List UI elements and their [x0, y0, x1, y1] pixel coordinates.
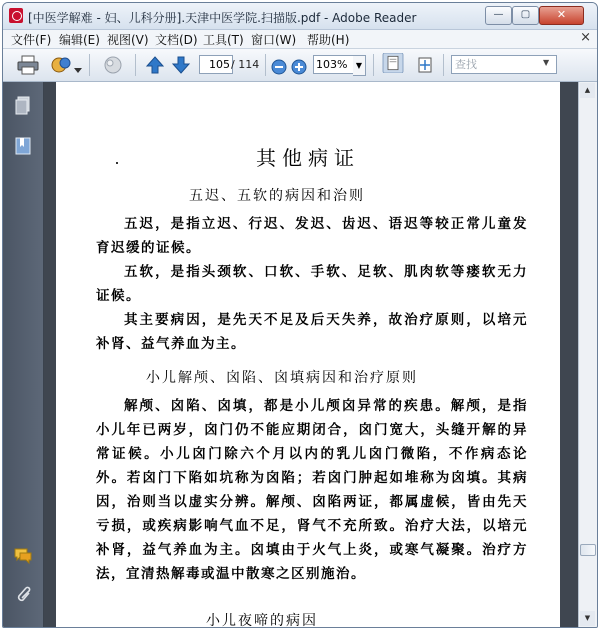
- section-title: 五迟、五软的病因和治则: [189, 188, 365, 204]
- paragraph: 其主要病因，是先天不足及后天失养，故治疗原则，以培元补肾、益气养血为主。: [96, 312, 528, 352]
- full-screen-icon[interactable]: [415, 55, 435, 75]
- toolbar-separator: [265, 54, 266, 76]
- app-window: [2, 2, 598, 628]
- section-title-partial: 小儿夜啼的病因: [206, 613, 318, 628]
- review-icon[interactable]: [101, 55, 125, 75]
- toolbar-separator: [89, 54, 90, 76]
- scan-speck: [116, 162, 118, 164]
- pdf-page: [56, 82, 560, 628]
- navigation-pane: [3, 82, 44, 627]
- document-view[interactable]: [44, 82, 579, 627]
- menu-document[interactable]: 文档(D): [155, 33, 198, 47]
- menu-window[interactable]: 窗口(W): [251, 33, 297, 47]
- search-dropdown-icon[interactable]: ▼: [543, 58, 550, 67]
- menu-help[interactable]: 帮助(H): [307, 33, 350, 47]
- minimize-button[interactable]: —: [485, 6, 512, 25]
- menu-tools[interactable]: 工具(T): [203, 33, 244, 47]
- paragraph: 解颅、囟陷、囟填，都是小儿颅囟异常的疾患。解颅，是指小儿年已两岁，囟门仍不能应期闭合，囟门宽大，头缝开解的异常证候。小儿囟门除六个月以内的乳儿囟门微陷，不作病态论外。若囟门下陷如坑称为囟陷；若囟门肿起如堆称为囟填。其病因，治则当以虚实分辨。解颅、囟陷两证，都属虚候，皆由先天亏损，或疾病影响气血不足，肾气不充所致。治疗大法，以培元补肾，益气养血为主。囟填由于火气上炎，或寒气凝聚。治疗方法，宜清热解毒或温中散寒之区别施治。: [96, 398, 528, 582]
- scroll-down-icon[interactable]: ▼: [580, 611, 595, 626]
- menu-edit[interactable]: 编辑(E): [59, 33, 100, 47]
- toolbar-separator: [443, 54, 444, 76]
- collaborate-icon[interactable]: [51, 55, 73, 75]
- section-title: 小儿解颅、囟陷、囟填病因和治疗原则: [146, 370, 418, 386]
- menu-view[interactable]: 视图(V): [107, 33, 149, 47]
- close-button[interactable]: ✕: [539, 6, 584, 25]
- chevron-down-icon[interactable]: [74, 61, 82, 81]
- zoom-dropdown-icon[interactable]: ▼: [353, 55, 366, 76]
- scroll-up-icon[interactable]: ▲: [580, 83, 595, 98]
- toolbar: [3, 49, 597, 82]
- search-input[interactable]: 查找: [451, 55, 557, 74]
- toolbar-separator: [373, 54, 374, 76]
- menu-bar: [3, 30, 597, 49]
- window-title: [中医学解难 - 妇、儿科分册].天津中医学院.扫描版.pdf - Adobe Reader: [28, 11, 417, 25]
- zoom-in-icon[interactable]: [291, 57, 307, 77]
- fit-page-icon[interactable]: [381, 53, 405, 73]
- pages-panel-icon[interactable]: [14, 96, 32, 116]
- attachments-panel-icon[interactable]: [14, 584, 32, 604]
- title-bar[interactable]: [3, 3, 597, 30]
- previous-page-icon[interactable]: [145, 55, 165, 75]
- scrollbar-thumb[interactable]: [580, 544, 596, 556]
- next-page-icon[interactable]: [171, 55, 191, 75]
- maximize-button[interactable]: ▢: [512, 6, 539, 25]
- page-total: / 114: [231, 58, 260, 71]
- print-icon[interactable]: [17, 55, 39, 75]
- toolbar-separator: [135, 54, 136, 76]
- zoom-level-input[interactable]: 103%: [313, 55, 357, 74]
- zoom-out-icon[interactable]: [271, 57, 287, 77]
- comments-panel-icon[interactable]: [14, 546, 32, 566]
- menu-file[interactable]: 文件(F): [11, 33, 52, 47]
- close-document-icon[interactable]: ×: [580, 30, 591, 45]
- vertical-scrollbar[interactable]: [578, 82, 597, 627]
- bookmarks-panel-icon[interactable]: [14, 136, 32, 156]
- paragraph: 五迟，是指立迟、行迟、发迟、齿迟、语迟等较正常儿童发育迟缓的证候。: [96, 216, 528, 256]
- paragraph: 五软，是指头颈软、口软、手软、足软、肌肉软等瘘软无力证候。: [96, 264, 528, 304]
- page-heading: 其他病证: [256, 146, 360, 170]
- adobe-reader-icon: [9, 8, 23, 23]
- page-number-input[interactable]: 105: [199, 55, 233, 74]
